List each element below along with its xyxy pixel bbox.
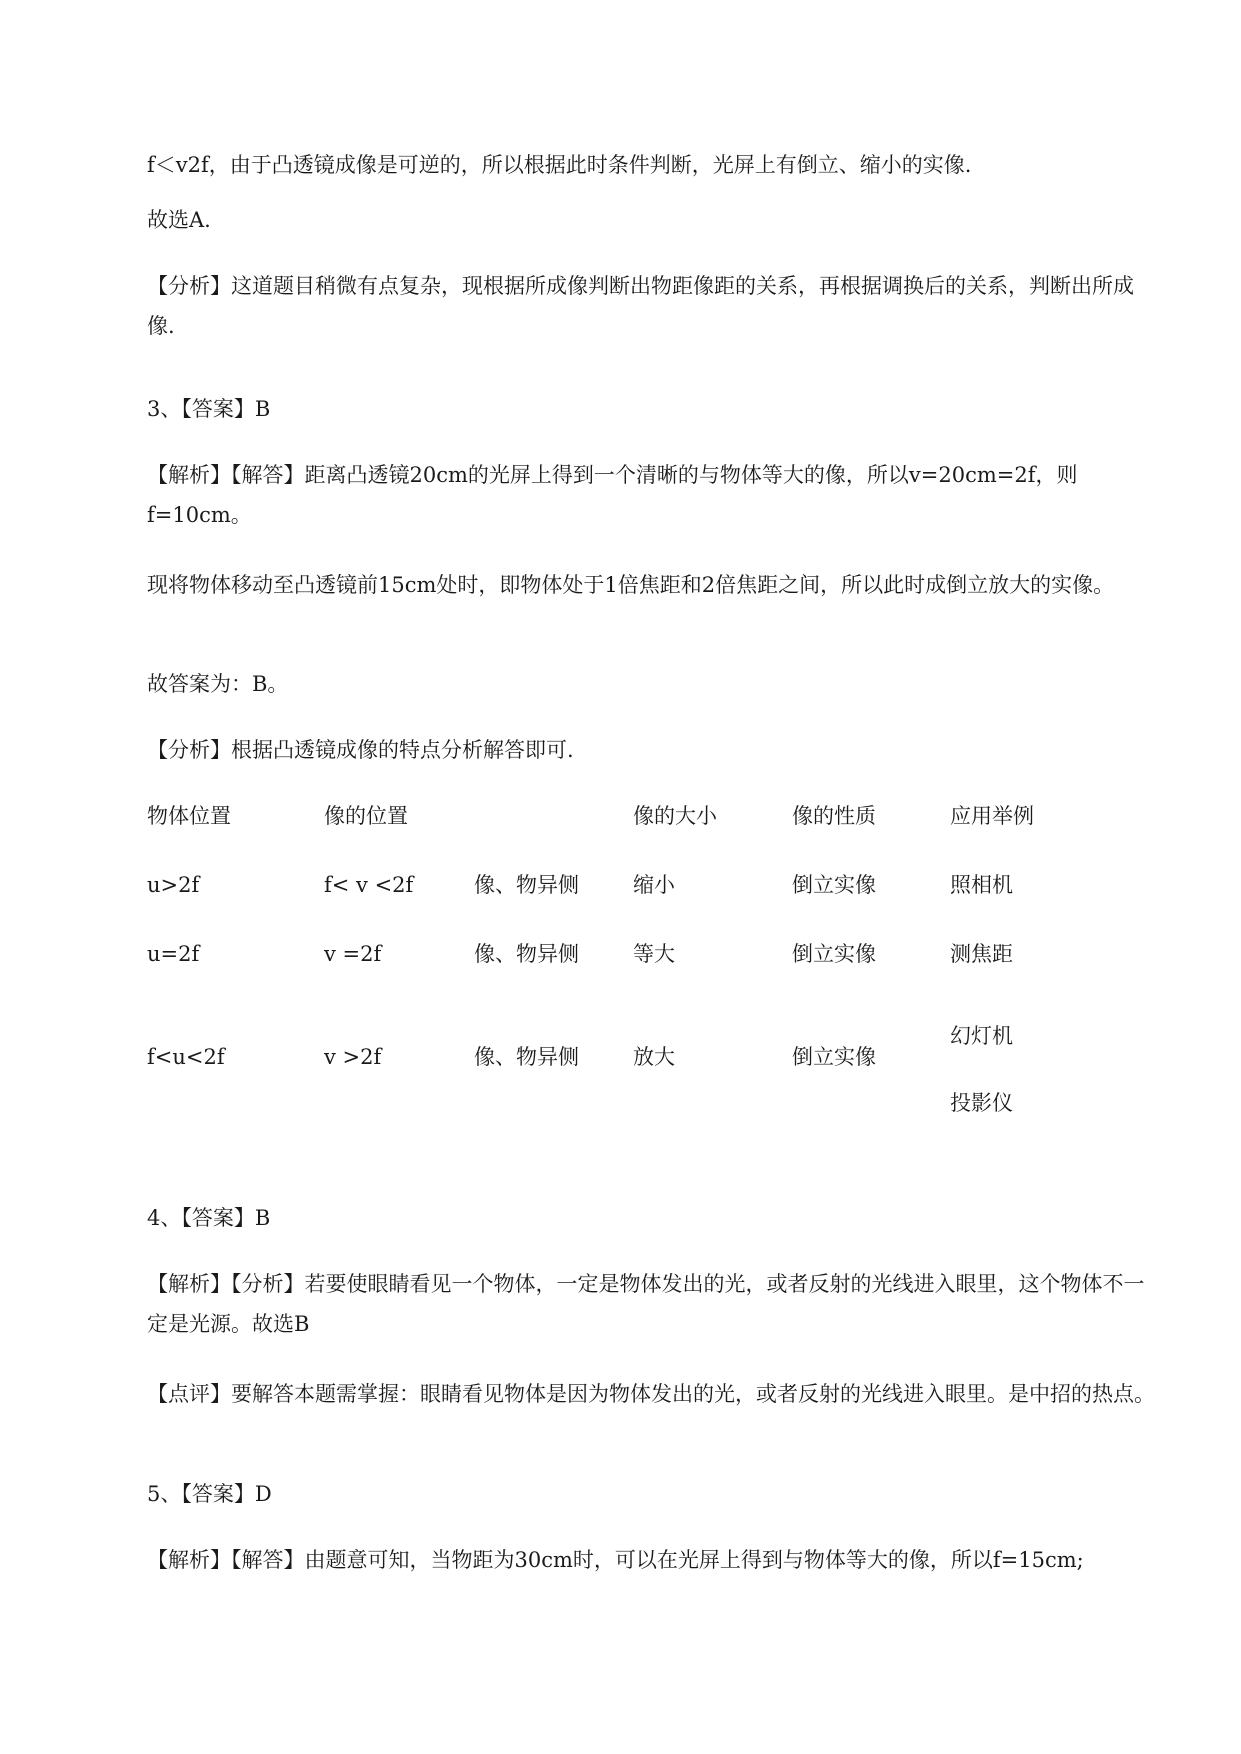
cell-image-size: 缩小 — [633, 873, 675, 897]
cell-object-position: u>2f — [147, 873, 200, 897]
lens-imaging-table — [147, 796, 1147, 1138]
table-header-row — [147, 796, 1147, 865]
cell-object-position: u=2f — [147, 942, 200, 966]
paragraph-conclusion: f＜v2f，由于凸透镜成像是可逆的，所以根据此时条件判断，光屏上有倒立、缩小的实像. — [147, 153, 972, 177]
cell-image-position: f< v <2f — [324, 873, 414, 897]
header-image-size: 像的大小 — [633, 804, 717, 828]
application-projector: 投影仪 — [950, 1091, 1013, 1115]
table-row — [147, 934, 1147, 1003]
table-row — [147, 865, 1147, 934]
paragraph-analysis-2: 【分析】这道题目稍微有点复杂，现根据所成像判断出物距像距的关系，再根据调换后的关系，判断出所成像. — [147, 274, 1134, 338]
application-slide-projector: 幻灯机 — [950, 1024, 1013, 1048]
answer-4-explanation: 【解析】【分析】若要使眼睛看见一个物体，一定是物体发出的光，或者反射的光线进入眼里，这个物体不一定是光源。故选B — [147, 1272, 1145, 1336]
header-application: 应用举例 — [950, 804, 1034, 828]
header-object-position: 物体位置 — [147, 804, 231, 828]
cell-image-nature: 倒立实像 — [792, 942, 876, 966]
answer-4-heading: 4、【答案】B — [147, 1206, 271, 1230]
cell-image-size: 放大 — [633, 1045, 675, 1069]
answer-3-explanation: 【解析】【解答】距离凸透镜20cm的光屏上得到一个清晰的与物体等大的像，所以v=20cm=2f，则f=10cm。 — [147, 463, 1078, 527]
answer-3-detail: 现将物体移动至凸透镜前15cm处时，即物体处于1倍焦距和2倍焦距之间，所以此时成倒立放大的实像。 — [147, 573, 1115, 597]
cell-image-nature: 倒立实像 — [792, 1045, 876, 1069]
cell-object-position: f<u<2f — [147, 1045, 225, 1069]
cell-image-size: 等大 — [633, 942, 675, 966]
cell-image-nature: 倒立实像 — [792, 873, 876, 897]
cell-side: 像、物异侧 — [474, 1045, 579, 1069]
header-image-position: 像的位置 — [324, 804, 408, 828]
answer-3-conclusion: 故答案为：B。 — [147, 672, 289, 696]
paragraph-choice-a: 故选A. — [147, 208, 211, 232]
cell-application: 照相机 — [950, 873, 1013, 897]
answer-5-explanation: 【解析】【解答】由题意可知，当物距为30cm时，可以在光屏上得到与物体等大的像，所以f=15cm; — [147, 1548, 1084, 1572]
cell-application — [950, 1003, 1013, 1137]
cell-application: 测焦距 — [950, 942, 1013, 966]
header-image-nature: 像的性质 — [792, 804, 876, 828]
answer-4-comment: 【点评】要解答本题需掌握：眼睛看见物体是因为物体发出的光，或者反射的光线进入眼里。是中招的热点。 — [147, 1382, 1155, 1406]
answer-3-heading: 3、【答案】B — [147, 397, 271, 421]
answer-3-analysis: 【分析】根据凸透镜成像的特点分析解答即可. — [147, 738, 574, 762]
cell-side: 像、物异侧 — [474, 942, 579, 966]
cell-image-position: v >2f — [324, 1045, 382, 1069]
answer-5-heading: 5、【答案】D — [147, 1482, 272, 1506]
cell-side: 像、物异侧 — [474, 873, 579, 897]
table-row — [147, 1003, 1147, 1138]
cell-image-position: v =2f — [324, 942, 382, 966]
